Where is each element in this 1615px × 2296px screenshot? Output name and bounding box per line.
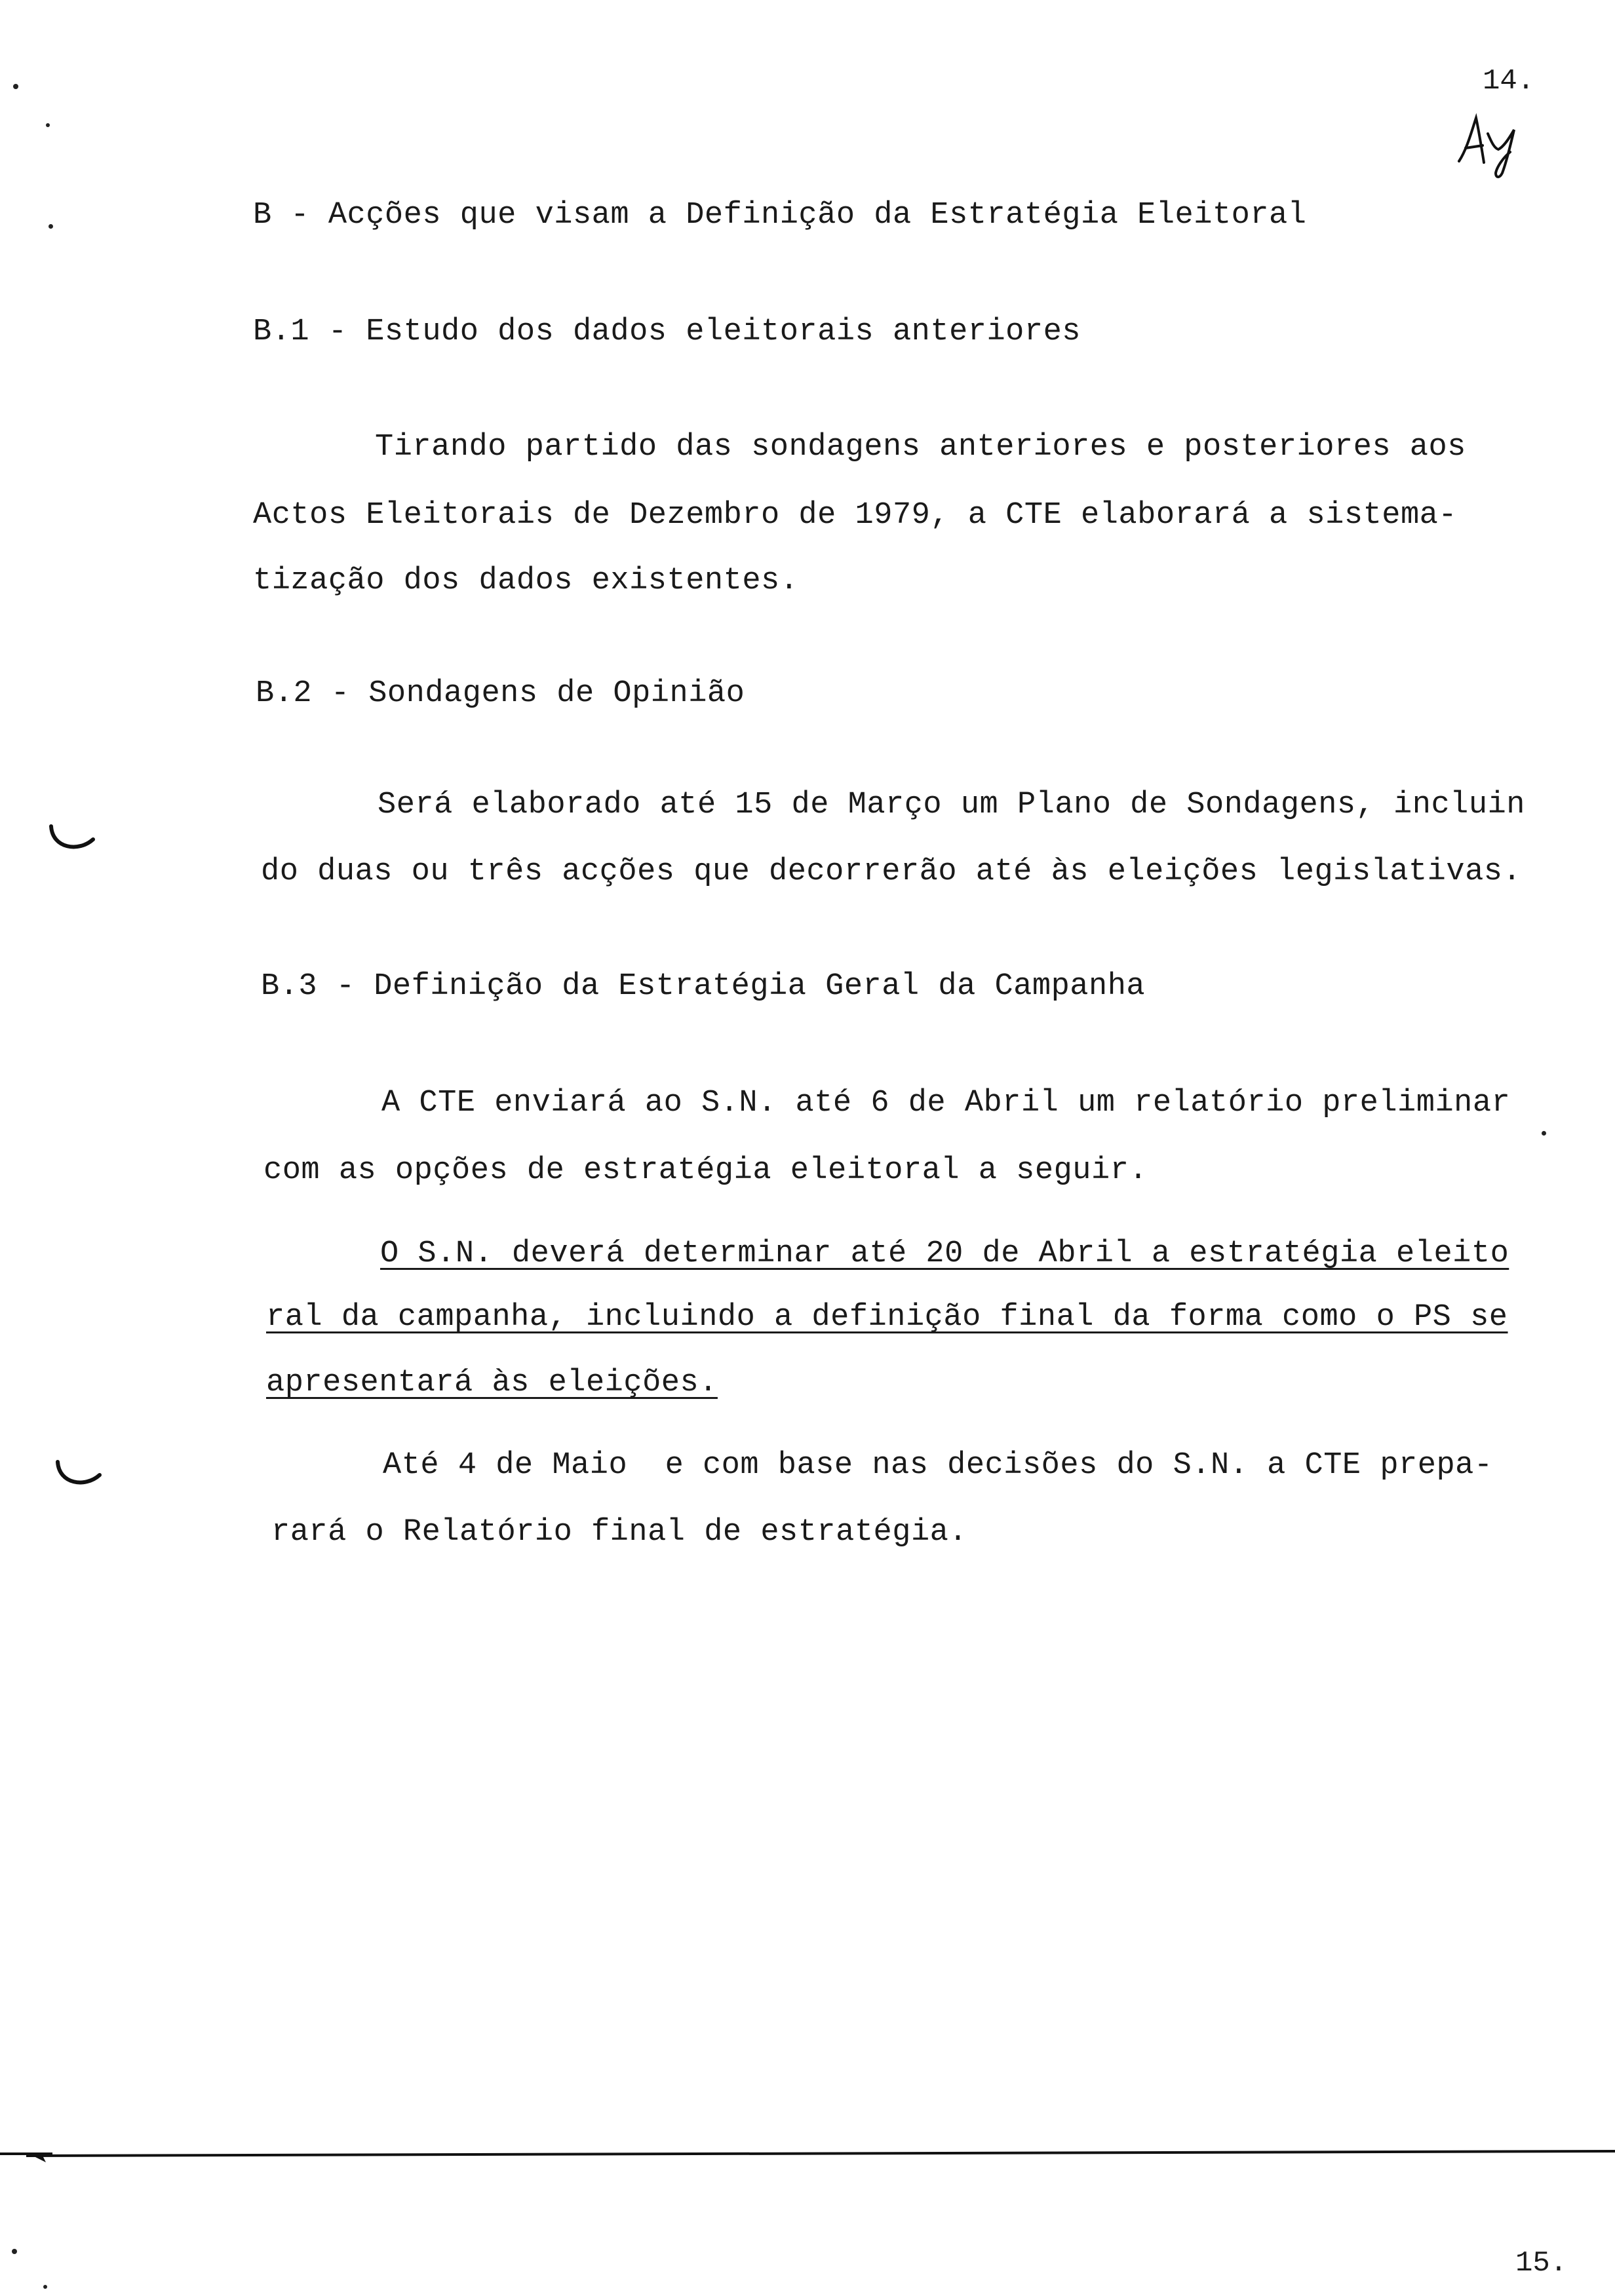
b3-para2-line-2: ral da campanha, incluindo a definição final da forma como o PS se (266, 1300, 1508, 1335)
b2-line-1: Será elaborado até 15 de Março um Plano de Sondagens, incluin (378, 788, 1525, 822)
margin-speck (13, 84, 18, 89)
b3-para3-line-1: Até 4 de Maio e com base nas decisões do S.N. a CTE prepa- (383, 1448, 1493, 1483)
b3-para3-line-2: rará o Relatório final de estratégia. (271, 1515, 968, 1550)
b1-line-1: Tirando partido das sondagens anteriores e posteriores aos (375, 430, 1466, 465)
margin-binding-mark (46, 822, 98, 862)
b3-para2-line-3: apresentará às eleições. (266, 1366, 718, 1400)
page-number-bottom: 15. (1515, 2247, 1568, 2280)
margin-speck (1542, 1131, 1546, 1136)
b3-para1-line-2: com as opções de estratégia eleitoral a seguir. (263, 1153, 1148, 1188)
margin-binding-mark (52, 1458, 105, 1497)
margin-speck (12, 2249, 17, 2254)
b1-line-3: tização dos dados existentes. (253, 564, 799, 598)
margin-speck (49, 224, 53, 229)
margin-speck (43, 2285, 47, 2289)
page-number-top: 14. (1483, 65, 1535, 98)
section-b2-heading: B.2 - Sondagens de Opinião (256, 676, 745, 711)
b2-line-2: do duas ou três acções que decorrerão até às eleições legislativas. (261, 854, 1522, 889)
b3-para2-line-1: O S.N. deverá determinar até 20 de Abril a estratégia eleito (380, 1236, 1509, 1271)
b3-para1-line-1: A CTE enviará ao S.N. até 6 de Abril um relatório preliminar (381, 1086, 1511, 1120)
margin-speck (46, 123, 50, 127)
section-b-heading: B - Acções que visam a Definição da Estratégia Eleitoral (253, 198, 1307, 233)
page-separator-rule (0, 2148, 1615, 2168)
section-b1-heading: B.1 - Estudo dos dados eleitorais anteriores (253, 315, 1081, 349)
section-b3-heading: B.3 - Definição da Estratégia Geral da Campanha (261, 969, 1146, 1004)
b1-line-2: Actos Eleitorais de Dezembro de 1979, a CTE elaborará a sistema- (253, 498, 1458, 533)
handwritten-initials (1454, 110, 1526, 182)
